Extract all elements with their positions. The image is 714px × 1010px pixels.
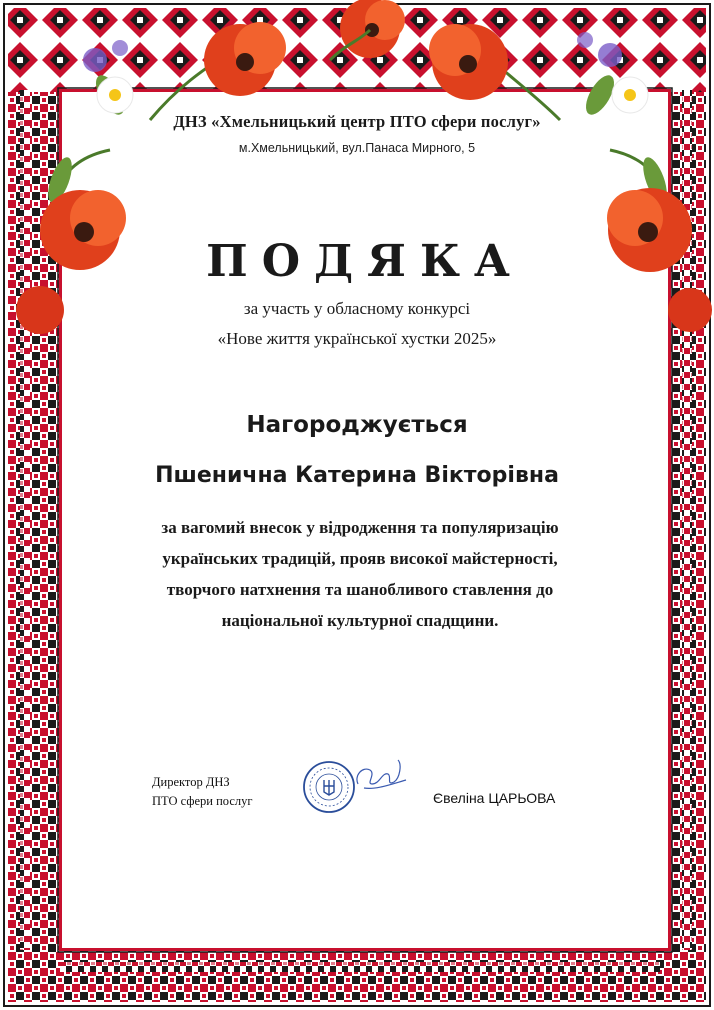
- signatory-position-line1: Директор ДНЗ: [152, 775, 230, 789]
- contest-name: «Нове життя української хустки 2025»: [217, 329, 497, 348]
- signatory-position: [152, 773, 252, 811]
- poppy-top-left: [16, 22, 286, 334]
- signatory-position-line2: ПТО сфери послуг: [152, 794, 253, 808]
- recipient-name: Пшенична Катерина Вікторівна: [155, 463, 559, 488]
- official-stamp-icon: [302, 760, 356, 814]
- organization-name: ДНЗ «Хмельницький центр ПТО сфери послуг»: [173, 112, 541, 131]
- certificate-title: ПОДЯКА: [206, 236, 524, 287]
- awarded-label: Нагороджується: [246, 412, 468, 438]
- poppy-top-center: [330, 0, 405, 60]
- organization-address: м.Хмельницький, вул.Панаса Мирного, 5: [238, 141, 476, 155]
- award-reason: за вагомий внесок у відродження та популяризацію українських традицій, прояв високої майстерності, творчого натхнення та шанобливого ставлення до національної культурної спадщини.: [161, 518, 559, 630]
- handwritten-signature: [352, 754, 408, 798]
- signatory-name: Євеліна ЦАРЬОВА: [433, 790, 556, 806]
- contest-participation-line: за участь у обласному конкурсі: [243, 299, 471, 318]
